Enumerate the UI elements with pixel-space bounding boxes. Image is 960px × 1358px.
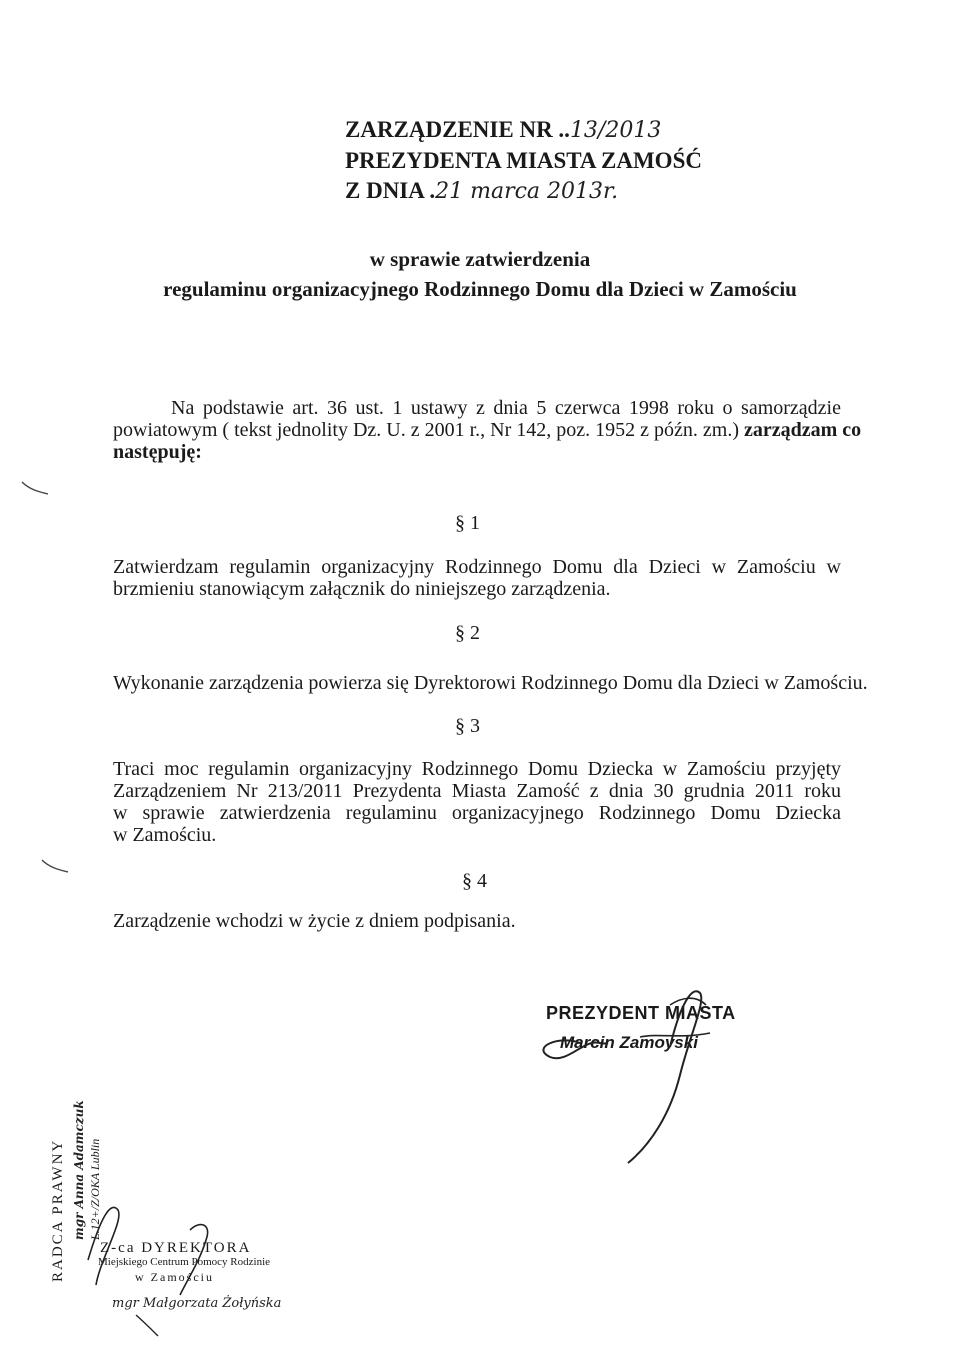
section-1-body	[113, 556, 841, 600]
section-3-line-4: w Zamościu.	[113, 824, 217, 846]
legal-stamp-vertical-title: RADCA PRAWNY	[50, 1138, 66, 1282]
section-3-body	[113, 758, 841, 846]
deputy-director-signature-icon	[40, 1100, 300, 1340]
subject-line-2: regulaminu organizacyjnego Rodzinnego Domu dla Dzieci w Zamościu	[163, 277, 797, 301]
deputy-director-institution: Miejskiego Centrum Pomocy Rodzinie	[98, 1256, 271, 1268]
document-title	[345, 115, 765, 207]
title-line-1	[345, 115, 765, 146]
section-2-mark: § 2	[455, 622, 480, 644]
preamble-line-2	[113, 419, 862, 441]
president-signature-icon	[520, 985, 760, 1165]
section-3-line-2: Zarządzeniem Nr 213/2011 Prezydenta Miasta Zamość z dnia 30 grudnia 2011 roku	[113, 780, 841, 802]
section-3-mark: § 3	[455, 715, 480, 737]
handwritten-number: 13/2013	[569, 118, 662, 143]
president-signature-stamp	[520, 985, 760, 1165]
preamble-line-1: Na podstawie art. 36 ust. 1 ustawy z dnia 5 czerwca 1998 roku o samorządzie	[171, 397, 841, 419]
section-2-body	[113, 672, 868, 694]
document-subject	[80, 244, 880, 304]
section-1-line-2: brzmieniu stanowiącym załącznik do niniejszego zarządzenia.	[113, 578, 611, 600]
section-3-line-1: Traci moc regulamin organizacyjny Rodzinnego Domu Dziecka w Zamościu przyjęty	[113, 758, 841, 780]
title-prefix: ZARZĄDZENIE NR ..	[345, 117, 570, 142]
section-1-line-1: Zatwierdzam regulamin organizacyjny Rodzinnego Domu dla Dzieci w Zamościu w	[113, 556, 841, 578]
president-stamp-title: PREZYDENT MIASTA	[546, 1003, 736, 1023]
margin-mark-icon	[20, 478, 50, 498]
deputy-director-title: Z-ca DYREKTORA	[100, 1240, 252, 1256]
legal-stamp-vertical-name: mgr Anna Adamczuk	[72, 1100, 86, 1240]
preamble-legal-basis: powiatowym ( tekst jednolity Dz. U. z 2001 r., Nr 142, poz. 1952 z późn. zm.)	[113, 419, 739, 441]
subject-line-1: w sprawie zatwierdzenia	[369, 247, 591, 271]
preamble	[113, 397, 862, 463]
date-prefix: Z DNIA .	[345, 178, 436, 203]
deputy-director-city: w Zamościu	[135, 1270, 214, 1284]
section-3-line-3: w sprawie zatwierdzenia regulaminu organizacyjnego Rodzinnego Domu Dziecka	[113, 802, 841, 824]
margin-mark-icon	[40, 856, 70, 876]
preamble-line-3: następuję:	[113, 441, 202, 463]
section-2-line-1: Wykonanie zarządzenia powierza się Dyrektorowi Rodzinnego Domu dla Dzieci w Zamościu.	[113, 672, 868, 694]
section-4-mark: § 4	[462, 870, 487, 892]
preamble-decree-bold: zarządzam co	[744, 419, 862, 441]
section-4-line-1: Zarządzenie wchodzi w życie z dniem podpisania.	[113, 910, 516, 932]
handwritten-date: 21 marca 2013r.	[435, 179, 619, 204]
president-stamp-name: Marcin Zamoyski	[560, 1033, 698, 1052]
section-4-body	[113, 910, 841, 932]
title-line-2: PREZYDENTA MIASTA ZAMOŚĆ	[345, 148, 702, 173]
deputy-director-name: mgr Małgorzata Żołyńska	[112, 1296, 282, 1311]
title-line-3	[345, 176, 765, 207]
legal-stamp	[40, 1100, 300, 1340]
section-1-mark: § 1	[455, 512, 480, 534]
legal-stamp-vertical-reg: L.12+/Z/OKA Lublin	[88, 1138, 102, 1240]
